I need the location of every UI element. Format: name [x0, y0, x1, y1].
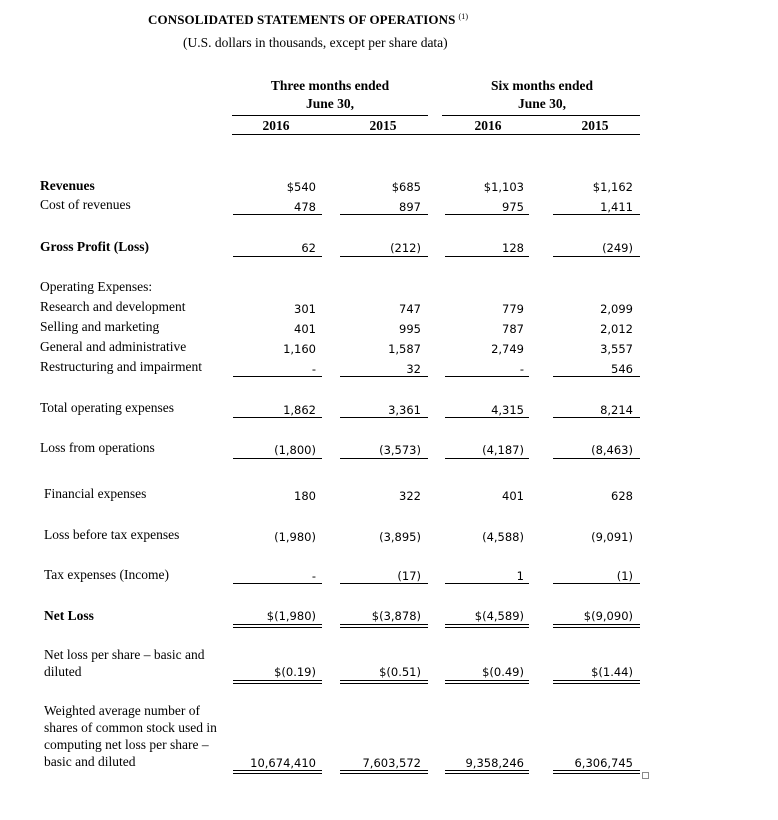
double-underline-h1-2016: [445, 770, 529, 774]
underline-h1-2015: [553, 583, 640, 584]
statement-subtitle: (U.S. dollars in thousands, except per share data): [183, 35, 448, 50]
header-rule-three-months: [232, 115, 428, 116]
cell-row6-q2-2016: 1,160: [283, 342, 316, 356]
double-underline-q2-2016: [233, 680, 322, 684]
underline-h1-2016: [445, 376, 529, 377]
cell-row10-h1-2015: 628: [611, 489, 633, 503]
cell-row14-q2-2015: $(0.51): [379, 665, 421, 679]
cell-row7-h1-2015: 546: [611, 362, 633, 376]
cell-row9-q2-2016: (1,800): [274, 443, 316, 457]
cell-row11-h1-2015: (9,091): [591, 530, 633, 544]
underline-q2-2016: [233, 417, 322, 418]
cell-row13-q2-2016: $(1,980): [266, 609, 316, 623]
cell-row14-q2-2016: $(0.19): [274, 665, 316, 679]
cell-row13-h1-2015: $(9,090): [583, 609, 633, 623]
cell-row4-h1-2015: 2,099: [600, 302, 633, 316]
underline-q2-2015: [340, 256, 428, 257]
underline-h1-2016: [445, 256, 529, 257]
column-group-six-months: [452, 78, 632, 112]
cell-row5-h1-2016: 787: [502, 322, 524, 336]
cell-row8-q2-2015: 3,361: [388, 403, 421, 417]
cell-row0-q2-2016: $540: [286, 180, 316, 194]
row-label-tax-expenses: Tax expenses (Income): [44, 567, 170, 582]
row-label-general-administrative: General and administrative: [40, 339, 187, 354]
double-underline-h1-2015: [553, 770, 640, 774]
cell-row9-h1-2015: (8,463): [591, 443, 633, 457]
cell-row10-q2-2016: 180: [294, 489, 316, 503]
double-underline-q2-2015: [340, 770, 428, 774]
group-three-months-line2: June 30,: [305, 96, 354, 111]
year-header-six-2015: 2015: [581, 118, 609, 133]
double-underline-q2-2016: [233, 770, 322, 774]
cell-row12-q2-2016: -: [311, 569, 316, 583]
underline-q2-2015: [340, 583, 428, 584]
cell-row2-h1-2015: (249): [602, 241, 633, 255]
resize-handle[interactable]: [642, 772, 649, 779]
group-six-months-line1: Six months ended: [490, 78, 594, 93]
cell-row12-h1-2015: (1): [616, 569, 633, 583]
underline-q2-2015: [340, 214, 428, 215]
title-footnote: (1): [458, 12, 469, 21]
row-label-cost-of-revenues: Cost of revenues: [40, 197, 131, 212]
double-underline-q2-2015: [340, 680, 428, 684]
cell-row13-h1-2016: $(4,589): [474, 609, 524, 623]
cell-row1-h1-2015: 1,411: [600, 200, 633, 214]
underline-h1-2016: [445, 417, 529, 418]
cell-row15-q2-2016: 10,674,410: [250, 756, 316, 770]
cell-row0-q2-2015: $685: [391, 180, 421, 194]
cell-row5-h1-2015: 2,012: [600, 322, 633, 336]
underline-h1-2015: [553, 376, 640, 377]
cell-row14-h1-2016: $(0.49): [482, 665, 524, 679]
row-label-loss-before-tax: Loss before tax expenses: [44, 527, 180, 542]
cell-row15-h1-2016: 9,358,246: [465, 756, 524, 770]
cell-row9-h1-2016: (4,187): [482, 443, 524, 457]
double-underline-q2-2015: [340, 624, 428, 628]
cell-row7-q2-2016: -: [311, 362, 316, 376]
group-six-months-line2: June 30,: [517, 96, 566, 111]
double-underline-h1-2016: [445, 624, 529, 628]
cell-row11-q2-2016: (1,980): [274, 530, 316, 544]
row-label-selling-marketing: Selling and marketing: [40, 319, 160, 334]
underline-q2-2016: [233, 214, 322, 215]
cell-row6-h1-2016: 2,749: [491, 342, 524, 356]
cell-row7-h1-2016: -: [519, 362, 524, 376]
row-label-gross-profit: Gross Profit (Loss): [40, 239, 149, 254]
row-label-total-operating-expenses: Total operating expenses: [40, 400, 175, 415]
year-header-three-2016: 2016: [262, 118, 290, 133]
row-label-restructuring: Restructuring and impairment: [40, 359, 202, 374]
cell-row8-h1-2015: 8,214: [600, 403, 633, 417]
year-header-six-2016: 2016: [474, 118, 502, 133]
row-label-revenues: Revenues: [40, 178, 95, 193]
double-underline-h1-2016: [445, 680, 529, 684]
cell-row6-h1-2015: 3,557: [600, 342, 633, 356]
underline-q2-2016: [233, 458, 322, 459]
cell-row4-h1-2016: 779: [502, 302, 524, 316]
underline-q2-2015: [340, 417, 428, 418]
cell-row1-q2-2015: 897: [399, 200, 421, 214]
statement-title-text: CONSOLIDATED STATEMENTS OF OPERATIONS: [148, 12, 456, 27]
underline-q2-2016: [233, 256, 322, 257]
row-label-operating-expenses: Operating Expenses:: [40, 279, 153, 294]
row-label-net-loss-per-share: Net loss per share – basic and diluted: [44, 647, 205, 679]
cell-row4-q2-2016: 301: [294, 302, 316, 316]
cell-row8-h1-2016: 4,315: [491, 403, 524, 417]
cell-row15-q2-2015: 7,603,572: [362, 756, 421, 770]
row-label-research-development: Research and development: [40, 299, 186, 314]
cell-row9-q2-2015: (3,573): [379, 443, 421, 457]
cell-row6-q2-2015: 1,587: [388, 342, 421, 356]
cell-row0-h1-2016: $1,103: [483, 180, 524, 194]
cell-row8-q2-2016: 1,862: [283, 403, 316, 417]
cell-row14-h1-2015: $(1.44): [591, 665, 633, 679]
cell-row12-q2-2015: (17): [397, 569, 421, 583]
cell-row13-q2-2015: $(3,878): [371, 609, 421, 623]
underline-h1-2016: [445, 458, 529, 459]
group-three-months-line1: Three months ended: [270, 78, 390, 93]
double-underline-h1-2015: [553, 624, 640, 628]
underline-h1-2016: [445, 583, 529, 584]
underline-h1-2016: [445, 214, 529, 215]
year-header-three-2015: 2015: [369, 118, 397, 133]
underline-h1-2015: [553, 214, 640, 215]
underline-q2-2015: [340, 458, 428, 459]
double-underline-q2-2016: [233, 624, 322, 628]
underline-h1-2015: [553, 417, 640, 418]
cell-row0-h1-2015: $1,162: [592, 180, 633, 194]
underline-q2-2016: [233, 376, 322, 377]
cell-row1-h1-2016: 975: [502, 200, 524, 214]
row-label-loss-from-operations: Loss from operations: [40, 440, 155, 455]
cell-row7-q2-2015: 32: [406, 362, 421, 376]
statement-title: [148, 12, 468, 28]
cell-row11-q2-2015: (3,895): [379, 530, 421, 544]
header-rule-six-months: [442, 115, 640, 116]
cell-row10-h1-2016: 401: [502, 489, 524, 503]
row-label-weighted-average-shares: Weighted average number of shares of common stock used in computing net loss per share – basic and diluted: [44, 703, 217, 769]
row-label-net-loss: Net Loss: [44, 608, 94, 623]
cell-row10-q2-2015: 322: [399, 489, 421, 503]
cell-row5-q2-2015: 995: [399, 322, 421, 336]
double-underline-h1-2015: [553, 680, 640, 684]
cell-row2-h1-2016: 128: [502, 241, 524, 255]
cell-row1-q2-2016: 478: [294, 200, 316, 214]
cell-row2-q2-2015: (212): [390, 241, 421, 255]
underline-q2-2016: [233, 583, 322, 584]
cell-row5-q2-2016: 401: [294, 322, 316, 336]
header-bottom-rule: [232, 134, 640, 135]
underline-h1-2015: [553, 458, 640, 459]
cell-row15-h1-2015: 6,306,745: [574, 756, 633, 770]
cell-row11-h1-2016: (4,588): [482, 530, 524, 544]
underline-q2-2015: [340, 376, 428, 377]
cell-row2-q2-2016: 62: [301, 241, 316, 255]
row-label-financial-expenses: Financial expenses: [44, 486, 147, 501]
column-group-three-months: [240, 78, 420, 112]
cell-row4-q2-2015: 747: [399, 302, 421, 316]
underline-h1-2015: [553, 256, 640, 257]
cell-row12-h1-2016: 1: [516, 569, 524, 583]
